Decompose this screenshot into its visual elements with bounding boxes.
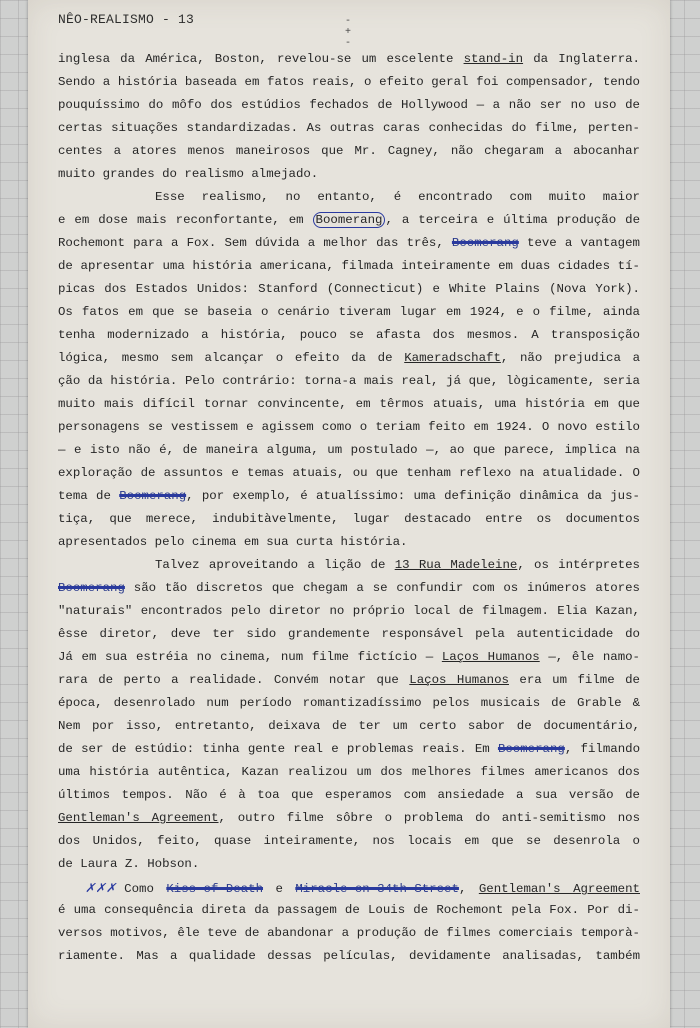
text-line: rara de perto a realidade. Convém notar que Laços Humanos era um filme de (58, 673, 640, 687)
text-line: centes a atores menos maneirosos que Mr. Cagney, não chegaram a abocanhar (58, 144, 640, 158)
text-line: apresentados pelo cinema em sua curta história. (58, 535, 408, 549)
text-line: personagens se vestissem e agissem como o teriam feito em 1924. O novo estilo (58, 420, 640, 434)
text-line: lógica, mesmo sem alcançar o efeito da de Kameradschaft, não prejudica a (58, 351, 640, 365)
top-mark: -+ - (345, 16, 352, 49)
text-line: de Laura Z. Hobson. (58, 857, 200, 871)
text-line: ✗✗✗ Como Kiss of Death e Miracle on 34th Street, Gentleman's Agreement (85, 880, 640, 896)
text-line: e em dose mais reconfortante, em Boomerang , a terceira e última produção de (58, 213, 640, 227)
text-line: tiça, que merece, indubitàvelmente, lugar destacado entre os documentos (58, 512, 640, 526)
text-line: Sendo a história baseada em fatos reais, o efeito geral foi compensador, tendo (58, 75, 640, 89)
text-line: versos motivos, êle teve de abandonar a produção de filmes comerciais temporà- (58, 926, 640, 940)
text-line: Esse realismo, no entanto, é encontrado com muito maior (155, 190, 640, 204)
text-line: Gentleman's Agreement, outro filme sôbre o problema do anti-semitismo nos (58, 811, 640, 825)
text-line: exploração de assuntos e temas atuais, ou que tenham reflexo na atualidade. O (58, 466, 640, 480)
running-header (58, 12, 352, 49)
text-line: uma história autêntica, Kazan realizou um dos melhores filmes americanos dos (58, 765, 640, 779)
typed-page (28, 0, 670, 1028)
text-line: Boomerang são tão discretos que chegam a se confundir com os inúmeros atores (58, 581, 640, 595)
text-line: ção da história. Pelo contrário: torna-a mais real, já que, lògicamente, seria (58, 374, 640, 388)
running-title: NÊO-REALISMO - 13 (58, 12, 195, 27)
text-line: muito grandes do realismo almejado. (58, 167, 319, 181)
text-line: muito mais difícil tornar convincente, em têrmos atuais, uma história em que (58, 397, 640, 411)
text-line: Os fatos em que se baseia o cenário tiveram lugar em 1924, e o filme, ainda (58, 305, 640, 319)
text-line: "naturais" encontrados pelo diretor no próprio local de filmagem. Elia Kazan, (58, 604, 640, 618)
text-line: dos Unidos, feito, quase inteiramente, nos locais em que se desenrola o (58, 834, 640, 848)
text-line: êsse diretor, deve ter sido grandemente responsável pela autenticidade do (58, 627, 640, 641)
text-line: picas dos Estados Unidos: Stanford (Connecticut) e White Plains (Nova York). (58, 282, 640, 296)
text-line: Talvez aproveitando a lição de 13 Rua Madeleine, os intérpretes (155, 558, 640, 572)
text-line: — e isto não é, de maneira alguma, um postulado —, ao que parece, implica na (58, 443, 640, 457)
page-body (58, 48, 640, 968)
text-line: inglesa da América, Boston, revelou-se um escelente stand-in da Inglaterra. (58, 52, 640, 66)
text-line: de ser de estúdio: tinha gente real e problemas reais. Em Boomerang, filmando (58, 742, 640, 756)
text-line: certas situações standardizadas. As outras caras conhecidas do filme, perten- (58, 121, 640, 135)
text-line: Rochemont para a Fox. Sem dúvida a melhor das três, Boomerang teve a vantagem (58, 236, 640, 250)
text-line: é uma consequência direta da passagem de Louis de Rochemont pela Fox. Por di- (58, 903, 640, 917)
text-line: época, desenrolado num período romantizadíssimo pelos musicais de Grable & (58, 696, 640, 710)
text-line: riamente. Mas a qualidade dessas películas, devidamente analisadas, também (58, 949, 640, 963)
text-line: pouquíssimo do môfo dos estúdios fechados de Hollywood — a não ser no uso de (58, 98, 640, 112)
text-line: Já em sua estréia no cinema, num filme fictício — Laços Humanos —, êle namo- (58, 650, 640, 664)
text-line: tema de Boomerang, por exemplo, é atualíssimo: uma definição dinâmica da jus- (58, 489, 640, 503)
text-line: Nem por isso, entretanto, deixava de ter um certo sabor de documentário, (58, 719, 640, 733)
text-line: tenha modernizado a história, pouco se afasta dos mesmos. A transposição (58, 328, 640, 342)
text-line: últimos tempos. Não é à toa que esperamos com ansiedade a sua versão de (58, 788, 640, 802)
text-line: de apresentar uma história americana, filmada inteiramente em duas cidades tí- (58, 259, 640, 273)
